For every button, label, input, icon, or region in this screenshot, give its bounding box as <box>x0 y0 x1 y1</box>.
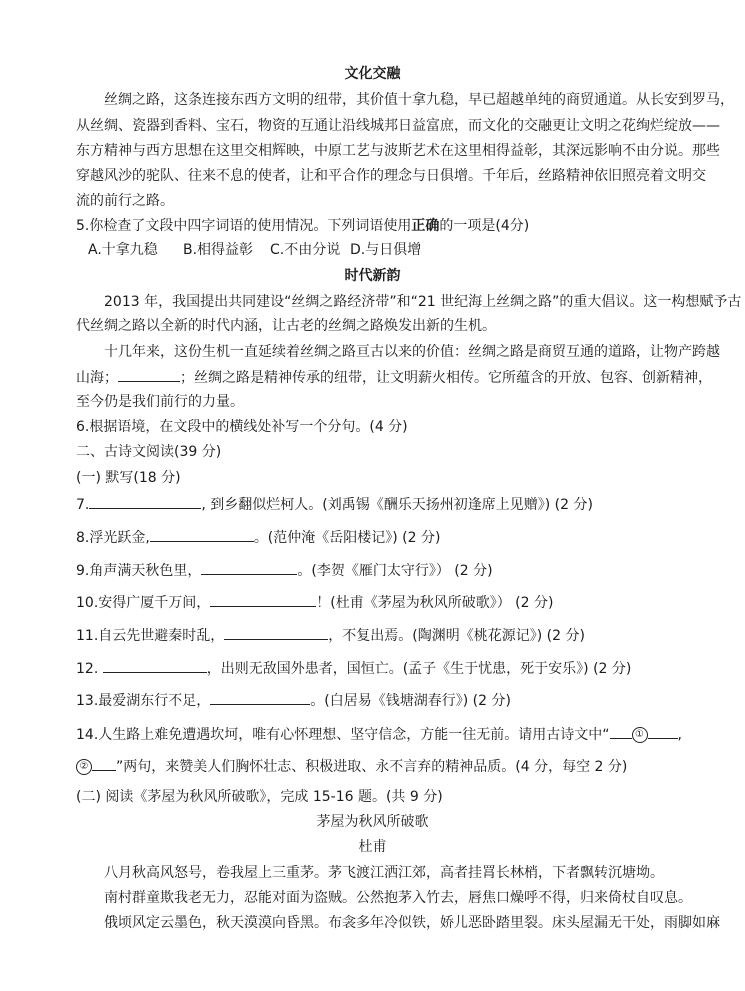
section-title: 时代新韵 <box>344 268 401 284</box>
question-5-emphasis: 正确 <box>411 218 440 234</box>
paragraph-line: 从丝绸、瓷器到香料、宝石，物资的互通让沿线城邦日益富庶，而文化的交融更让文明之花绚烂绽放—— <box>76 118 720 134</box>
dictation-prompt: 12. <box>76 661 103 677</box>
dictation-prompt: 8.浮光跃金, <box>76 530 150 546</box>
fill-blank[interactable] <box>210 592 316 607</box>
fill-blank[interactable] <box>610 724 632 739</box>
option-d: D.与日俱增 <box>350 242 422 258</box>
dictation-item <box>76 527 676 548</box>
question-5-stem: 5.你检查了文段中四字词语的使用情况。下列词语使用 <box>76 218 412 234</box>
dictation-source: 。(白居易《钱塘湖春行》) (2 分) <box>310 693 511 709</box>
poem-line: 八月秋高风怒号，卷我屋上三重茅。茅飞渡江洒江郊，高者挂罥长林梢，下者飘转沉塘坳。 <box>104 865 664 881</box>
fill-blank[interactable] <box>648 724 678 739</box>
question-14: 14.人生路上难免遭遇坎坷，唯有心怀理想、坚守信念，方能一往无前。请用古诗文中“ ① , <box>76 724 676 745</box>
dictation-prompt: 13.最爱湖东行不足， <box>76 693 211 709</box>
fill-blank[interactable] <box>89 494 201 509</box>
question-5-options <box>88 240 688 260</box>
dictation-source: ，出则无敌国外患者，国恒亡。(孟子《生于忧患，死于安乐》) (2 分) <box>206 661 632 677</box>
poem-line: 俄顷风定云墨色，秋天漠漠向昏黑。布衾多年冷似铁，娇儿恶卧踏里裂。床头屋漏无干处，雨脚如麻 <box>104 915 720 931</box>
poem-title: 茅屋为秋风所破歌 <box>316 814 429 830</box>
dictation-prompt: 9.角声满天秋色里， <box>76 563 202 579</box>
paragraph-line-with-blank <box>76 367 712 388</box>
blank-marker-1: ① <box>632 727 648 743</box>
question-14-stem: ”两句，来赞美人们胸怀壮志、积极进取、永不言弃的精神品质。(4 分，每空 2 分) <box>116 759 628 775</box>
paragraph-line: 流的前行之路。 <box>76 193 174 209</box>
dictation-source: 。(范仲淹《岳阳楼记》) (2 分) <box>253 530 441 546</box>
fill-blank[interactable] <box>150 527 254 542</box>
option-c: C.不由分说 <box>270 242 341 258</box>
dictation-prompt: 11.自云先世避秦时乱， <box>76 628 225 644</box>
dictation-item <box>76 560 676 581</box>
poem-line: 南村群童欺我老无力，忍能对面为盗贼。公然抱茅入竹去，唇焦口燥呼不得，归来倚杖自叹息。 <box>104 890 692 906</box>
fill-blank[interactable] <box>118 367 180 382</box>
sub-heading: (一) 默写(18 分) <box>76 470 181 486</box>
question-6: 6.根据语境，在文段中的横线处补写一个分句。(4 分) <box>76 419 408 435</box>
sub-heading: (二) 阅读《茅屋为秋风所破歌》，完成 15-16 题。(共 9 分) <box>76 789 443 805</box>
paragraph-line: 至今仍是我们前行的力量。 <box>76 394 244 410</box>
part-heading: 二、古诗文阅读(39 分) <box>76 444 222 460</box>
paragraph-line: 2013 年，我国提出共同建设“丝绸之路经济带”和“21 世纪海上丝绸之路”的重大倡议。这一构想赋予古 <box>104 294 742 310</box>
fill-blank[interactable] <box>224 625 328 640</box>
paragraph-line: 代丝绸之路以全新的时代内涵，让古老的丝绸之路焕发出新的生机。 <box>76 318 496 334</box>
paragraph-fragment: ；丝绸之路是精神传承的纽带，让文明薪火相传。它所蕴含的开放、包容、创新精神， <box>180 370 712 386</box>
option-a: A.十拿九稳 <box>88 242 158 258</box>
dictation-item <box>76 494 676 515</box>
dictation-item <box>76 658 676 679</box>
poem-author: 杜甫 <box>358 839 387 855</box>
dictation-source: ，不复出焉。(陶渊明《桃花源记》) (2 分) <box>328 628 585 644</box>
dictation-source: ！(杜甫《茅屋为秋风所破歌》） (2 分) <box>316 595 554 611</box>
paragraph-line: 穿越风沙的驼队、往来不息的使者，让和平合作的理念与日俱增。千年后，丝路精神依旧照亮着文明交 <box>76 168 706 184</box>
question-5 <box>76 216 676 236</box>
paragraph-line: 东方精神与西方思想在这里交相辉映，中原工艺与波斯艺术在这里相得益彰，其深远影响不由分说。那些 <box>76 143 720 159</box>
dictation-item <box>76 690 676 711</box>
question-14-stem: 14.人生路上难免遭遇坎坷，唯有心怀理想、坚守信念，方能一往无前。请用古诗文中“ <box>76 727 610 743</box>
question-5-score: 的一项是(4分) <box>439 218 530 234</box>
section-title: 文化交融 <box>344 66 401 82</box>
option-b: B.相得益彰 <box>183 242 254 258</box>
fill-blank[interactable] <box>92 756 116 771</box>
paragraph-line: 十几年来，这份生机一直延续着丝绸之路亘古以来的价值：丝绸之路是商贸互通的道路，让物产跨越 <box>104 344 720 360</box>
dictation-source: 。(李贺《雁门太守行》） (2 分) <box>297 563 493 579</box>
question-14-continued <box>76 756 676 777</box>
paragraph-fragment: 山海； <box>76 370 118 386</box>
dictation-prompt: 10.安得广厦千万间， <box>76 595 211 611</box>
dictation-item <box>76 592 676 613</box>
paragraph-line: 丝绸之路，这条连接东西方文明的纽带，其价值十拿九稳，早已超越单纯的商贸通道。从长安到罗马， <box>104 92 734 108</box>
blank-marker-2: ② <box>76 759 92 775</box>
fill-blank[interactable] <box>103 658 207 673</box>
fill-blank[interactable] <box>210 690 310 705</box>
dictation-prompt: 7. <box>76 497 90 513</box>
dictation-item <box>76 625 676 646</box>
dictation-source: , 到乡翻似烂柯人。(刘禹锡《酬乐天扬州初逢席上见赠》) (2 分) <box>201 497 593 513</box>
fill-blank[interactable] <box>201 560 297 575</box>
